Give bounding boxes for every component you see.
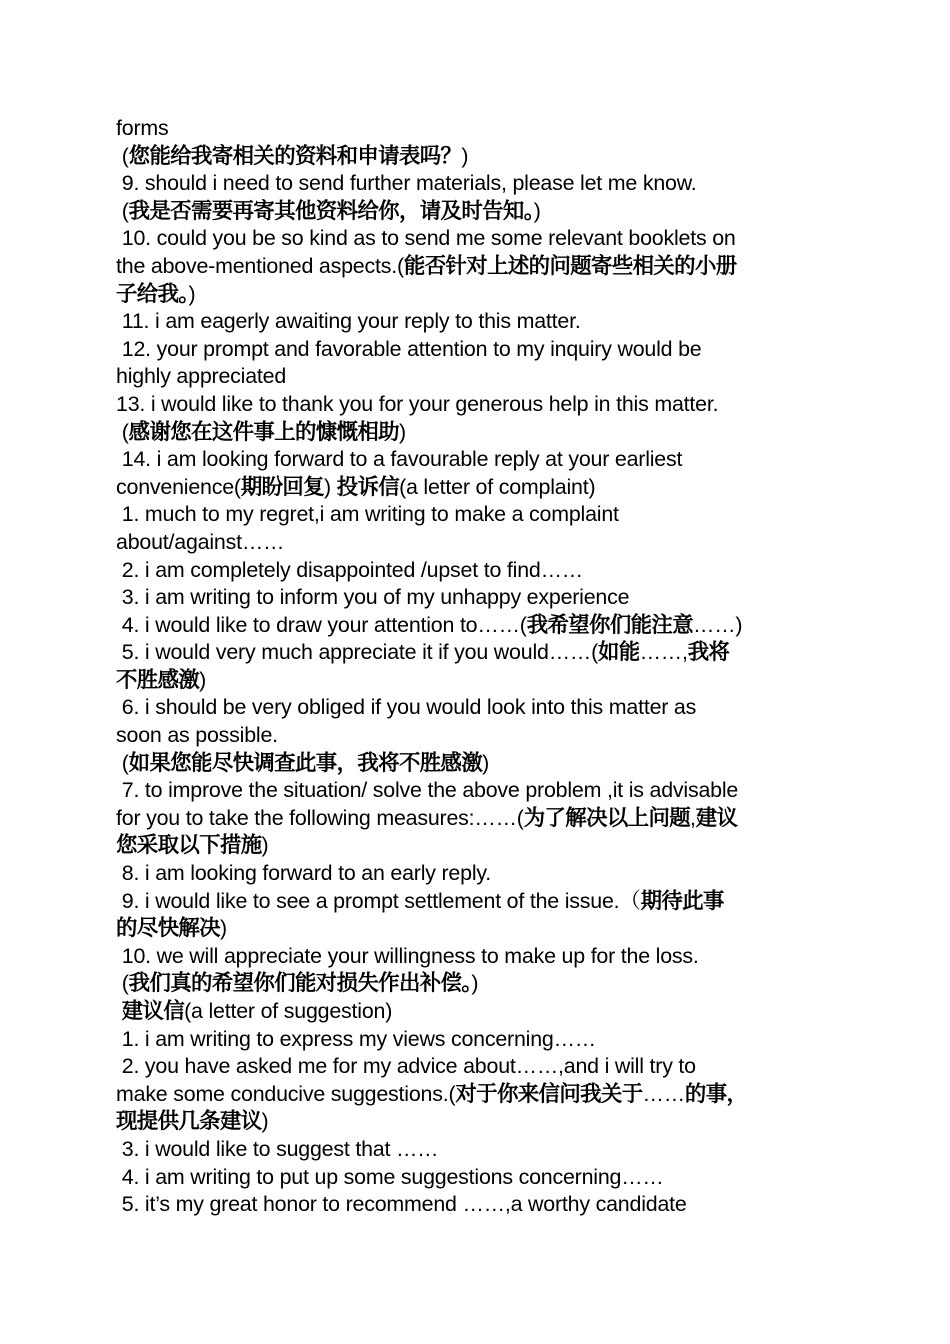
english-text: …… [642, 1081, 685, 1106]
english-text: ) [482, 750, 490, 775]
chinese-annotation: 为了解决以上问题 [523, 805, 691, 831]
text-line [116, 529, 832, 557]
chinese-annotation: 您采取以下措施 [116, 833, 262, 859]
text-line [116, 1191, 832, 1219]
english-text: 2. i am completely disappointed /upset to find…… [116, 557, 583, 582]
english-text: the above-mentioned aspects.( [116, 253, 404, 278]
chinese-annotation: 如能 [598, 640, 640, 666]
document-text-block [116, 115, 832, 1219]
english-text: ……) [693, 612, 743, 637]
english-text: ( [116, 198, 129, 223]
text-line [116, 557, 832, 585]
english-text: ) [533, 198, 541, 223]
chinese-annotation: 建议信 [121, 999, 185, 1024]
text-line [116, 1164, 832, 1192]
text-line [116, 998, 832, 1026]
text-line [116, 391, 832, 419]
english-text: 9. should i need to send further materials, please let me know. [116, 171, 697, 196]
english-text: ( [116, 750, 129, 775]
text-line [116, 253, 832, 281]
english-text: 12. your prompt and favorable attention to my inquiry would be [116, 336, 702, 361]
text-line [116, 777, 832, 805]
text-line [116, 308, 832, 336]
english-text: ) [188, 281, 196, 306]
english-text: for you to take the following measures:……( [116, 805, 524, 830]
english-text: ) [199, 667, 207, 692]
english-text: 4. i would like to draw your attention to……( [116, 612, 527, 637]
english-text: , [690, 805, 696, 830]
english-text: ) [471, 971, 479, 996]
english-text: ) [219, 916, 227, 941]
text-line [116, 694, 832, 722]
chinese-annotation: 现提供几条建议 [116, 1109, 262, 1135]
english-text: ) [261, 833, 269, 858]
english-text: 13. i would like to thank you for your generous help in this matter. [116, 391, 719, 416]
english-text: 10. could you be so kind as to send me some relevant booklets on [116, 226, 736, 251]
english-text: ……, [639, 640, 688, 665]
text-line [116, 750, 832, 778]
text-line [116, 419, 832, 447]
chinese-annotation: 我是否需要再寄其他资料给你，请及时告知。 [128, 198, 534, 224]
chinese-annotation: 能否针对上述的问题寄些相关的小册 [403, 253, 737, 279]
english-text: ( [116, 419, 129, 444]
text-line [116, 860, 832, 888]
english-text: ( [116, 971, 129, 996]
english-text: ) [261, 1109, 269, 1134]
text-line [116, 832, 832, 860]
text-line [116, 225, 832, 253]
english-text: ) [324, 474, 337, 499]
chinese-annotation: 对于你来信问我关于 [455, 1081, 643, 1107]
chinese-annotation: 我们真的希望你们能对损失作出补偿。 [128, 971, 472, 997]
english-text: 6. i should be very obliged if you would look into this matter as [116, 695, 697, 720]
chinese-annotation: 我将 [687, 640, 730, 666]
text-line [116, 198, 832, 226]
text-line [116, 1108, 832, 1136]
english-text: (a letter of suggestion) [184, 999, 393, 1023]
text-line [116, 170, 832, 198]
text-line [116, 805, 832, 833]
text-line [116, 336, 832, 364]
chinese-annotation: 的事， [684, 1081, 748, 1107]
text-line [116, 115, 832, 143]
english-text: 2. you have asked me for my advice about……,and i will try to [116, 1054, 696, 1079]
text-line [116, 143, 832, 171]
text-line [116, 1053, 832, 1081]
english-text: 14. i am looking forward to a favourable reply at your earliest [116, 447, 683, 472]
text-line [116, 722, 832, 750]
text-line [116, 915, 832, 943]
english-text: (a letter of complaint) [399, 474, 596, 499]
text-line [116, 943, 832, 971]
text-line [116, 970, 832, 998]
english-text: 11. i am eagerly awaiting your reply to this matter. [116, 309, 581, 334]
english-text: 7. to improve the situation/ solve the above problem ,it is advisable [116, 778, 739, 803]
english-text: 10. we will appreciate your willingness to make up for the loss. [116, 943, 699, 968]
chinese-annotation: 期盼回复 [240, 474, 325, 500]
english-text: 3. i would like to suggest that …… [116, 1136, 439, 1161]
chinese-annotation: 您能给我寄相关的资料和申请表吗？ [128, 143, 462, 169]
english-text: ) [398, 419, 406, 444]
text-line [116, 888, 832, 916]
english-text: highly appreciated [116, 364, 287, 389]
chinese-annotation: 建议 [695, 805, 738, 831]
english-text: 5. i would very much appreciate it if you would……( [116, 640, 598, 665]
english-text: 8. i am looking forward to an early reply. [116, 861, 492, 886]
chinese-annotation: 子给我。 [116, 281, 189, 307]
english-text: ( [116, 143, 129, 168]
text-line [116, 584, 832, 612]
english-text: soon as possible. [116, 723, 278, 748]
text-line [116, 363, 832, 391]
chinese-annotation: 投诉信 [336, 474, 400, 500]
text-line [116, 474, 832, 502]
english-text: convenience( [116, 474, 241, 499]
english-text: 5. it’s my great honor to recommend ……,a worthy candidate [116, 1192, 687, 1217]
text-line [116, 1026, 832, 1054]
chinese-annotation: 不胜感激 [116, 667, 200, 693]
english-text: ) [461, 143, 469, 168]
english-text: make some conducive suggestions.( [116, 1081, 456, 1106]
text-line [116, 612, 832, 640]
text-line [116, 1081, 832, 1109]
chinese-annotation: 如果您能尽快调查此事，我将不胜感激 [128, 750, 483, 776]
text-line [116, 281, 832, 309]
chinese-annotation: 的尽快解决 [116, 916, 220, 942]
english-text: forms [116, 116, 169, 140]
english-text: 3. i am writing to inform you of my unhappy experience [116, 585, 630, 610]
english-text: 4. i am writing to put up some suggestions concerning…… [116, 1164, 664, 1189]
text-line [116, 446, 832, 474]
chinese-annotation: 我希望你们能注意 [526, 612, 694, 638]
chinese-annotation: 感谢您在这件事上的慷慨相助 [128, 419, 399, 445]
text-line [116, 1136, 832, 1164]
english-text: 1. i am writing to express my views concerning…… [116, 1026, 596, 1051]
english-text: 1. much to my regret,i am writing to make a complaint [116, 502, 619, 527]
text-line [116, 667, 832, 695]
text-line [116, 639, 832, 667]
english-text: 9. i would like to see a prompt settlement of the issue.（ [116, 888, 641, 913]
chinese-annotation: 期待此事 [640, 888, 724, 914]
english-text: about/against…… [116, 529, 285, 554]
text-line [116, 501, 832, 529]
